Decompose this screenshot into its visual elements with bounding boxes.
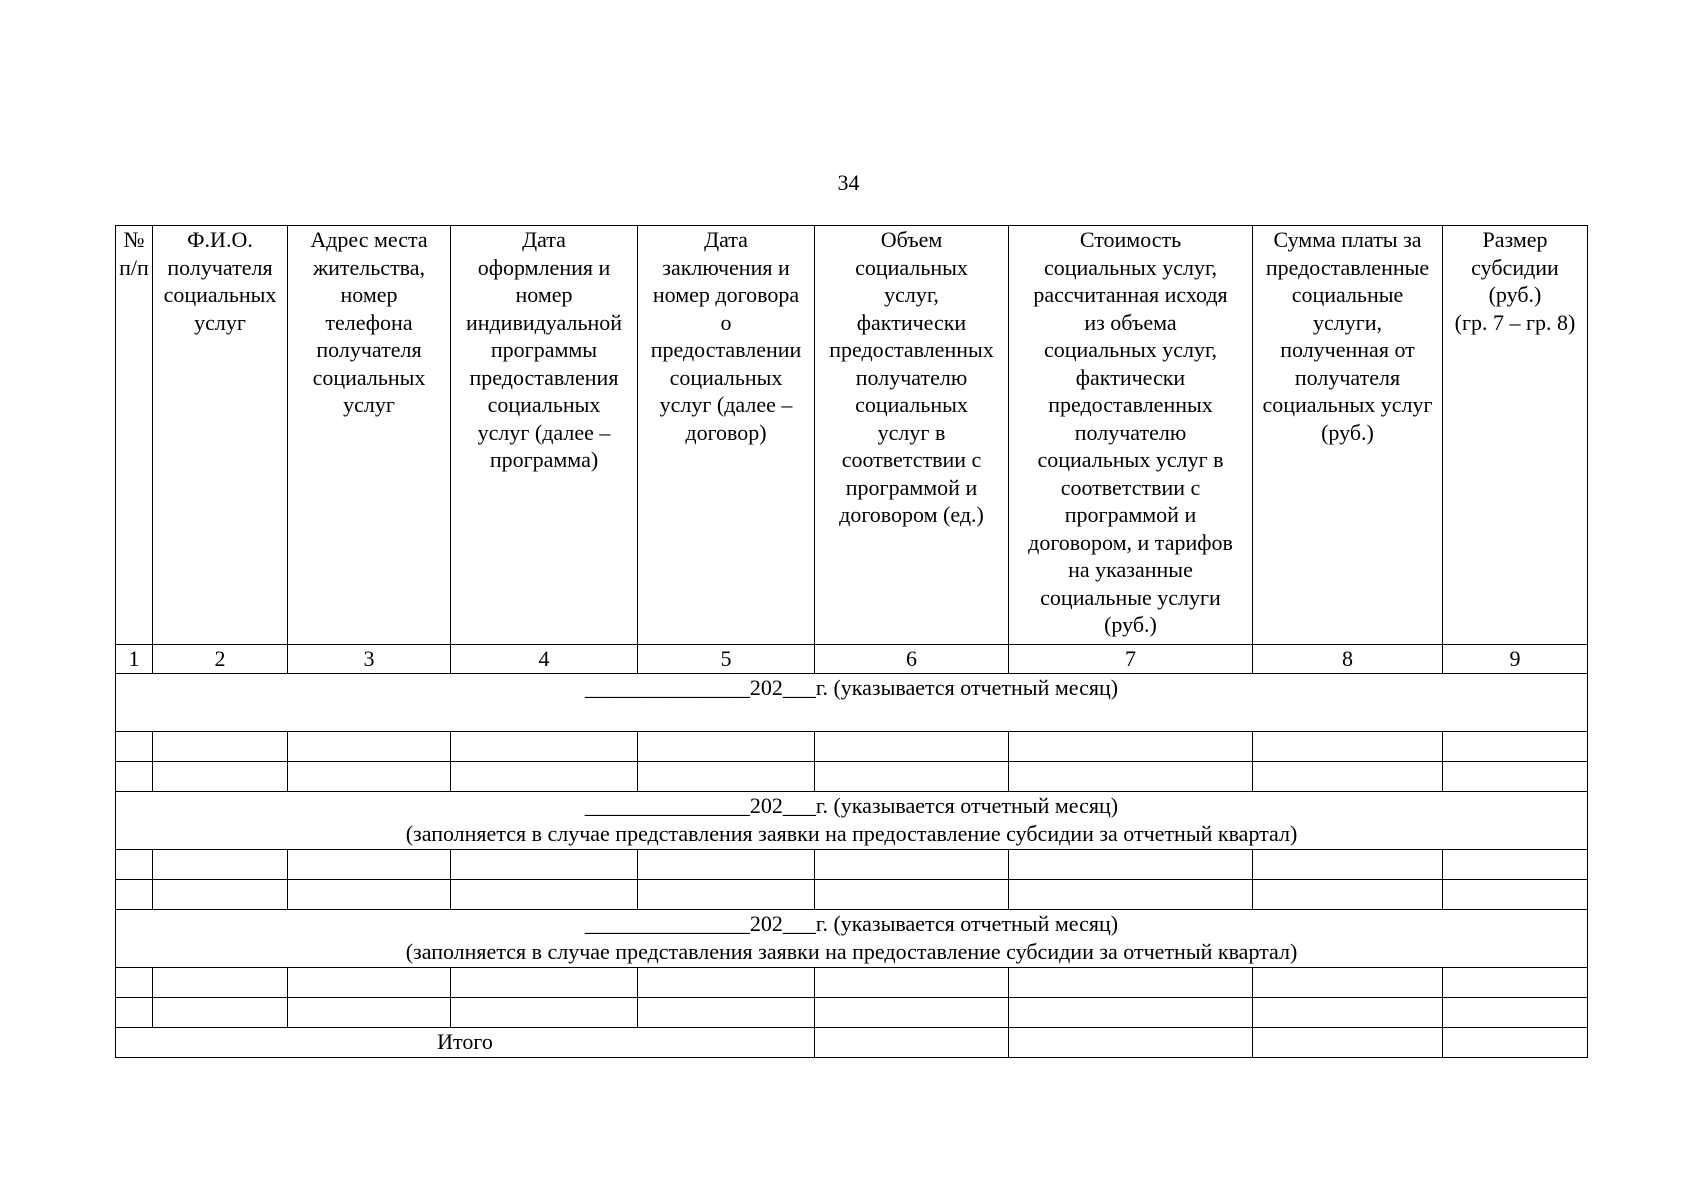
table-cell[interactable] bbox=[288, 762, 451, 792]
table-cell[interactable] bbox=[815, 850, 1009, 880]
table-cell[interactable] bbox=[451, 968, 638, 998]
table-cell[interactable] bbox=[451, 998, 638, 1028]
table-cell[interactable] bbox=[116, 880, 153, 910]
section-header-row bbox=[116, 910, 1588, 968]
table-cell[interactable] bbox=[116, 968, 153, 998]
column-number: 5 bbox=[638, 645, 815, 674]
table-cell[interactable] bbox=[451, 762, 638, 792]
table-cell[interactable] bbox=[153, 732, 288, 762]
column-number-row bbox=[116, 645, 1588, 674]
table-cell[interactable] bbox=[1009, 732, 1253, 762]
table-cell[interactable] bbox=[153, 880, 288, 910]
column-number: 7 bbox=[1009, 645, 1253, 674]
table-cell[interactable] bbox=[1009, 880, 1253, 910]
table-cell[interactable] bbox=[116, 850, 153, 880]
table-cell[interactable] bbox=[153, 762, 288, 792]
section-title-month-1: _______________202___г. (указывается отчетный месяц) bbox=[116, 674, 1588, 732]
table-row bbox=[116, 732, 1588, 762]
total-row bbox=[116, 1028, 1588, 1058]
header-cell-volume: Объем социальных услуг, фактически предоставленных получателю социальных услуг в соответствии с программой и договором (ед.) bbox=[815, 226, 1009, 645]
column-number: 2 bbox=[153, 645, 288, 674]
table-cell[interactable] bbox=[288, 880, 451, 910]
column-number: 9 bbox=[1443, 645, 1588, 674]
table-cell[interactable] bbox=[153, 998, 288, 1028]
table-cell[interactable] bbox=[1443, 880, 1588, 910]
column-number: 1 bbox=[116, 645, 153, 674]
table-cell[interactable] bbox=[288, 968, 451, 998]
table-cell[interactable] bbox=[815, 762, 1009, 792]
table-cell[interactable] bbox=[451, 732, 638, 762]
table-cell[interactable] bbox=[1253, 732, 1443, 762]
table-cell[interactable] bbox=[1253, 880, 1443, 910]
header-cell-subsidy: Размер субсидии (руб.) (гр. 7 – гр. 8) bbox=[1443, 226, 1588, 645]
table-cell[interactable] bbox=[1443, 968, 1588, 998]
table-cell[interactable] bbox=[1253, 762, 1443, 792]
column-number: 8 bbox=[1253, 645, 1443, 674]
table-cell[interactable] bbox=[815, 732, 1009, 762]
subsidy-report-table bbox=[115, 225, 1588, 1058]
table-cell[interactable] bbox=[451, 850, 638, 880]
total-label: Итого bbox=[116, 1028, 815, 1058]
table-cell[interactable] bbox=[1443, 850, 1588, 880]
table-cell[interactable] bbox=[116, 732, 153, 762]
header-row bbox=[116, 226, 1588, 645]
table-cell[interactable] bbox=[1253, 968, 1443, 998]
table-cell[interactable] bbox=[288, 850, 451, 880]
table-cell[interactable] bbox=[153, 968, 288, 998]
section-header-row bbox=[116, 674, 1588, 732]
section-title-month-2: _______________202___г. (указывается отчетный месяц) (заполняется в случае представления заявки на предоставление субсидии за отчетный квартал) bbox=[116, 792, 1588, 850]
table-cell[interactable] bbox=[1009, 968, 1253, 998]
header-cell-program: Дата оформления и номер индивидуальной программы предоставления социальных услуг (далее – программа) bbox=[451, 226, 638, 645]
table-row bbox=[116, 850, 1588, 880]
table-cell[interactable] bbox=[815, 968, 1009, 998]
table-cell[interactable] bbox=[116, 762, 153, 792]
table-row bbox=[116, 880, 1588, 910]
column-number: 3 bbox=[288, 645, 451, 674]
table-cell[interactable] bbox=[638, 880, 815, 910]
header-cell-no: № п/п bbox=[116, 226, 153, 645]
total-cell[interactable] bbox=[1253, 1028, 1443, 1058]
table-cell[interactable] bbox=[1253, 998, 1443, 1028]
total-cell[interactable] bbox=[1009, 1028, 1253, 1058]
header-cell-contract: Дата заключения и номер договора о предоставлении социальных услуг (далее – договор) bbox=[638, 226, 815, 645]
table-row bbox=[116, 968, 1588, 998]
table-cell[interactable] bbox=[451, 880, 638, 910]
table-cell[interactable] bbox=[1009, 762, 1253, 792]
table-cell[interactable] bbox=[1443, 998, 1588, 1028]
header-cell-address: Адрес места жительства, номер телефона получателя социальных услуг bbox=[288, 226, 451, 645]
table-cell[interactable] bbox=[1009, 998, 1253, 1028]
table-cell[interactable] bbox=[815, 998, 1009, 1028]
page-number: 34 bbox=[837, 170, 860, 195]
table-row bbox=[116, 998, 1588, 1028]
total-cell[interactable] bbox=[815, 1028, 1009, 1058]
table-cell[interactable] bbox=[815, 880, 1009, 910]
table-cell[interactable] bbox=[1443, 732, 1588, 762]
header-cell-fio: Ф.И.О. получателя социальных услуг bbox=[153, 226, 288, 645]
table-cell[interactable] bbox=[638, 850, 815, 880]
table-cell[interactable] bbox=[288, 998, 451, 1028]
table-cell[interactable] bbox=[638, 968, 815, 998]
header-cell-cost: Стоимость социальных услуг, рассчитанная исходя из объема социальных услуг, фактически предоставленных получателю социальных услуг в соответствии с программой и договором, и тарифов на указанные социальные услуги (руб.) bbox=[1009, 226, 1253, 645]
table-cell[interactable] bbox=[116, 998, 153, 1028]
column-number: 6 bbox=[815, 645, 1009, 674]
table-cell[interactable] bbox=[638, 762, 815, 792]
table-cell[interactable] bbox=[288, 732, 451, 762]
table-cell[interactable] bbox=[153, 850, 288, 880]
header-cell-payment: Сумма платы за предоставленные социальные услуги, полученная от получателя социальных услуг (руб.) bbox=[1253, 226, 1443, 645]
table-cell[interactable] bbox=[1009, 850, 1253, 880]
table-row bbox=[116, 762, 1588, 792]
column-number: 4 bbox=[451, 645, 638, 674]
table-cell[interactable] bbox=[1253, 850, 1443, 880]
total-cell[interactable] bbox=[1443, 1028, 1588, 1058]
table-cell[interactable] bbox=[1443, 762, 1588, 792]
section-header-row bbox=[116, 792, 1588, 850]
section-title-month-3: _______________202___г. (указывается отчетный месяц) (заполняется в случае представления заявки на предоставление субсидии за отчетный квартал) bbox=[116, 910, 1588, 968]
table-cell[interactable] bbox=[638, 998, 815, 1028]
table-cell[interactable] bbox=[638, 732, 815, 762]
